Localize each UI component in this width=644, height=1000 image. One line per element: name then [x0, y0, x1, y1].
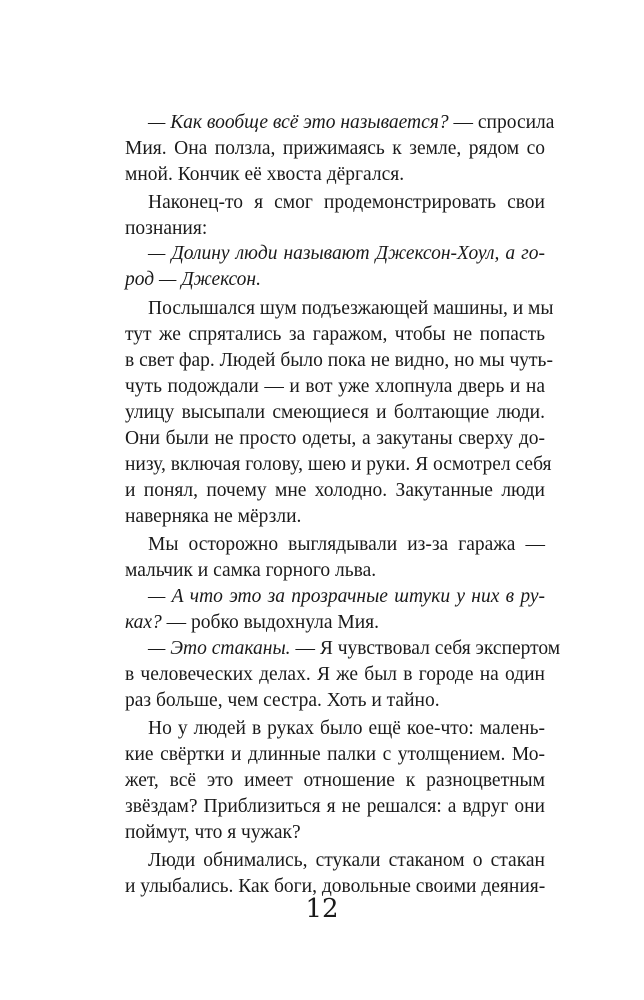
text-line: [125, 216, 545, 242]
dialogue-text: — А что это за прозрачные штуки у них в ру-: [148, 586, 545, 607]
text-line: [148, 241, 545, 267]
dialogue-text: — Как вообще всё это называется?: [148, 112, 449, 133]
narration-text: тут же спрятались за гаражом, чтобы не попасть: [125, 324, 545, 345]
text-line: [125, 374, 545, 400]
text-line: [125, 136, 545, 162]
narration-text: Они были не просто одеты, а закутаны сверху до-: [125, 428, 545, 449]
text-line: [125, 478, 545, 504]
dialogue-text: ках?: [125, 612, 162, 633]
text-line: [125, 662, 545, 688]
narration-text: познания:: [125, 218, 208, 239]
text-line: [125, 794, 545, 820]
narration-text: чуть подождали — и вот уже хлопнула дверь и на: [125, 376, 545, 397]
text-line: [125, 267, 545, 293]
dialogue-text: род — Джексон.: [125, 269, 261, 290]
narration-text: раз больше, чем сестра. Хоть и тайно.: [125, 690, 440, 711]
narration-text: — Я чувствовал себя экспертом: [290, 638, 561, 659]
dialogue-text: — Это стаканы.: [148, 638, 291, 659]
narration-text: мной. Кончик её хвоста дёргался.: [125, 164, 405, 185]
narration-text: Но у людей в руках было ещё кое-что: малень-: [148, 718, 545, 739]
narration-text: наверняка не мёрзли.: [125, 506, 302, 527]
text-line: [125, 610, 545, 636]
text-line: [125, 322, 545, 348]
narration-text: — робко выдохнула Мия.: [161, 612, 380, 633]
narration-text: Мы осторожно выглядывали из-за гаража —: [148, 534, 545, 555]
text-line: [125, 742, 545, 768]
text-line: [125, 688, 545, 714]
text-line: [148, 584, 545, 610]
text-line: [125, 504, 545, 530]
narration-text: Наконец-то я смог продемонстрировать свои: [148, 192, 545, 213]
text-line: [148, 296, 554, 322]
narration-text: мальчик и самка горного льва.: [125, 560, 377, 581]
narration-text: Послышался шум подъезжающей машины, и мы: [148, 298, 554, 319]
text-line: [125, 558, 545, 584]
narration-text: Люди обнимались, стукали стаканом о стакан: [148, 850, 545, 871]
narration-text: — спросила: [448, 112, 555, 133]
narration-text: и понял, почему мне холодно. Закутанные люди: [125, 480, 545, 501]
text-line: [148, 110, 555, 136]
narration-text: звёздам? Приблизиться я не решался: а вдруг они: [125, 796, 545, 817]
narration-text: в человеческих делах. Я же был в городе на один: [125, 664, 545, 685]
text-line: [125, 768, 545, 794]
narration-text: в свет фар. Людей было пока не видно, но мы чуть-: [125, 350, 553, 371]
text-line: [125, 426, 545, 452]
narration-text: Мия. Она ползла, прижимаясь к земле, рядом со: [125, 138, 545, 159]
text-line: [148, 532, 545, 558]
narration-text: жет, всё это имеет отношение к разноцветным: [125, 770, 545, 791]
text-line: [125, 162, 545, 188]
text-line: [125, 452, 552, 478]
text-line: [125, 348, 553, 374]
narration-text: низу, включая голову, шею и руки. Я осмотрел себя: [125, 454, 552, 475]
text-line: [125, 400, 545, 426]
narration-text: и улыбались. Как боги, довольные своими деяния-: [125, 876, 546, 897]
narration-text: улицу высыпали смеющиеся и болтающие люди.: [125, 402, 545, 423]
page-number: 12: [305, 894, 339, 924]
text-line: [125, 820, 545, 846]
narration-text: поймут, что я чужак?: [125, 822, 301, 843]
narration-text: кие свёртки и длинные палки с утолщением. Мо-: [125, 744, 545, 765]
text-line: [148, 636, 561, 662]
dialogue-text: — Долину люди называют Джексон-Хоул, а го-: [148, 243, 545, 264]
text-line: [148, 848, 545, 874]
text-line: [148, 190, 545, 216]
text-line: [148, 716, 545, 742]
